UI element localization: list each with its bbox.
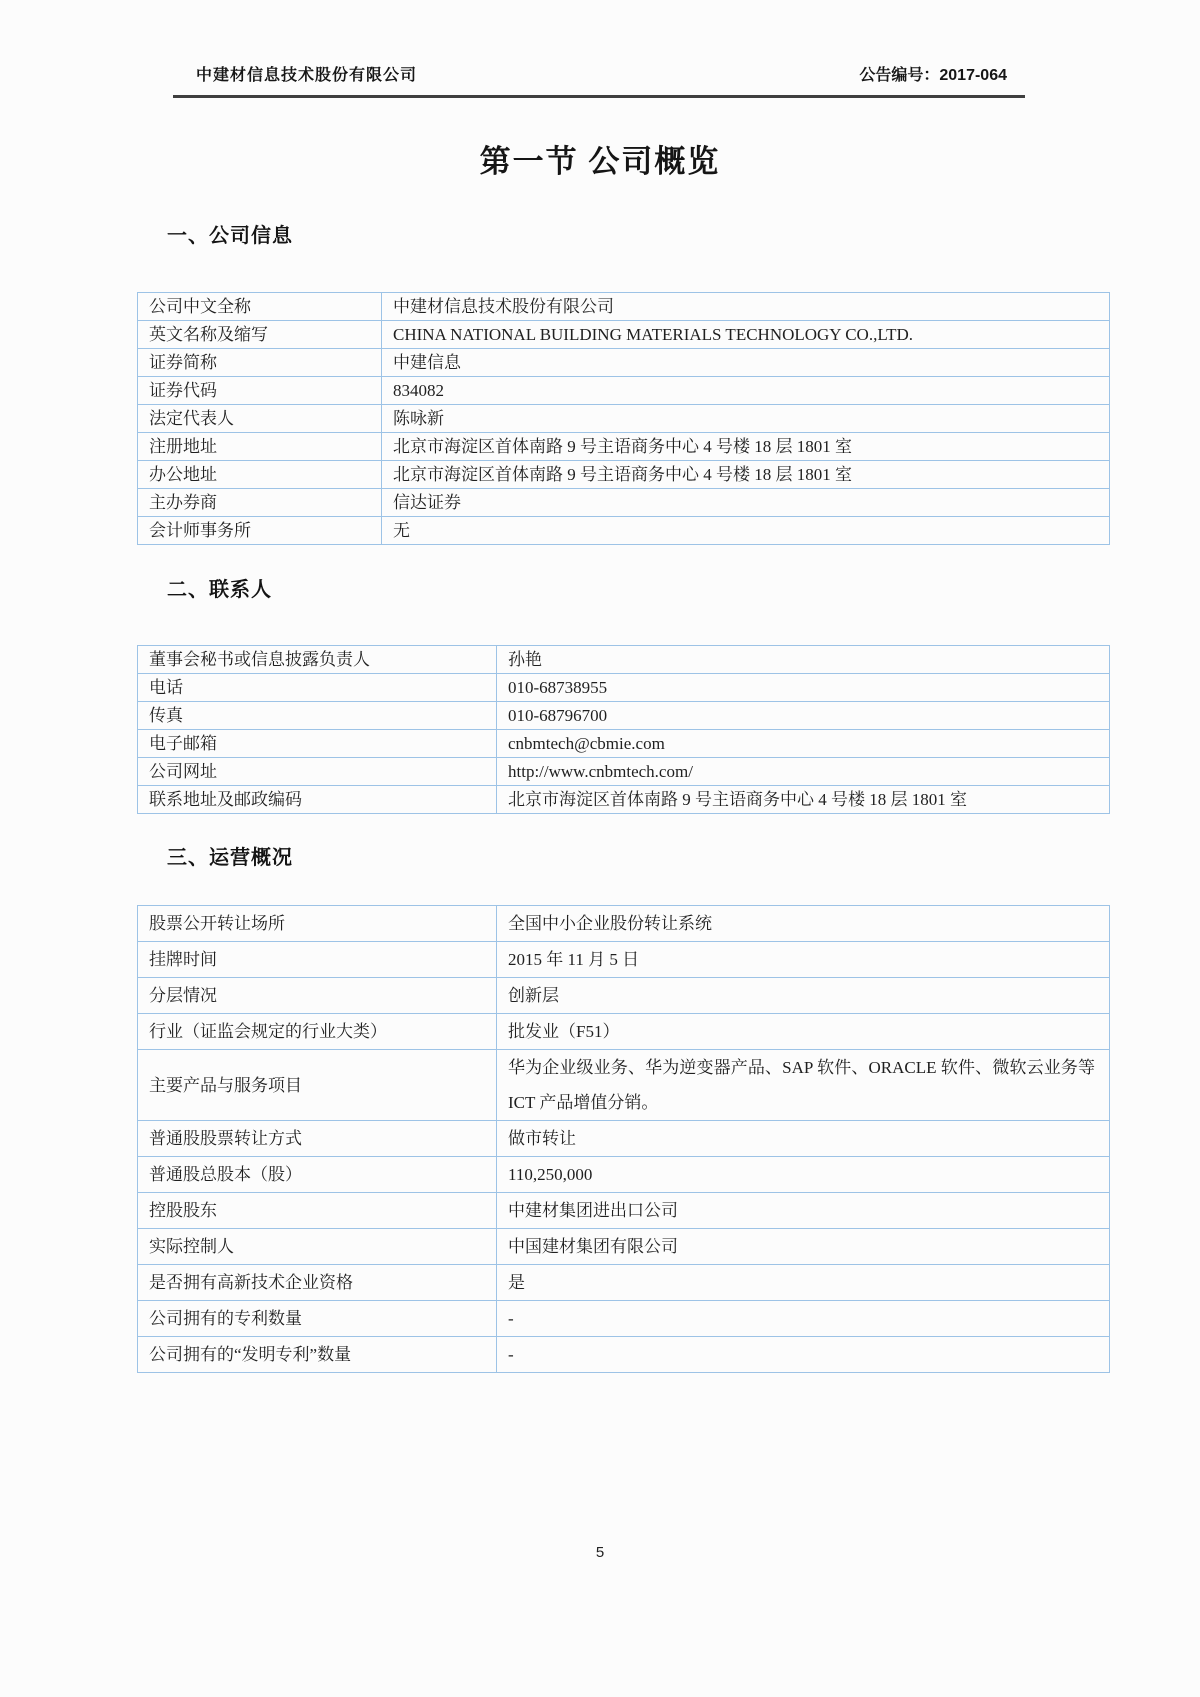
row-value: 中建信息	[382, 349, 1110, 377]
table-row	[138, 461, 1110, 489]
section-table-operations	[137, 905, 1110, 1373]
table-row	[138, 1193, 1110, 1229]
row-label: 公司拥有的专利数量	[138, 1301, 497, 1337]
row-label: 证券简称	[138, 349, 382, 377]
row-label: 普通股股票转让方式	[138, 1121, 497, 1157]
table-row	[138, 730, 1110, 758]
table-row	[138, 1121, 1110, 1157]
row-label: 公司拥有的“发明专利”数量	[138, 1337, 497, 1373]
row-value: 信达证券	[382, 489, 1110, 517]
table-row	[138, 702, 1110, 730]
row-label: 会计师事务所	[138, 517, 382, 545]
row-value: 010-68796700	[497, 702, 1110, 730]
header-announcement-number: 公告编号：2017-064	[859, 67, 1007, 84]
row-value: 中建材信息技术股份有限公司	[382, 293, 1110, 321]
section-heading-operations: 三、运营概况	[167, 847, 293, 869]
row-value: 110,250,000	[497, 1157, 1110, 1193]
row-value: 全国中小企业股份转让系统	[497, 906, 1110, 942]
row-label: 实际控制人	[138, 1229, 497, 1265]
row-value: 做市转让	[497, 1121, 1110, 1157]
section-heading-company-info: 一、公司信息	[167, 225, 293, 247]
row-label: 主办券商	[138, 489, 382, 517]
row-label: 证券代码	[138, 377, 382, 405]
row-value: cnbmtech@cbmie.com	[497, 730, 1110, 758]
table-row	[138, 1301, 1110, 1337]
row-value: -	[497, 1337, 1110, 1373]
table-row	[138, 786, 1110, 814]
row-value: 中国建材集团有限公司	[497, 1229, 1110, 1265]
row-label: 股票公开转让场所	[138, 906, 497, 942]
table-row	[138, 1265, 1110, 1301]
section-table-company-info	[137, 292, 1110, 545]
header-divider	[173, 95, 1025, 98]
table-row	[138, 1229, 1110, 1265]
row-label: 是否拥有高新技术企业资格	[138, 1265, 497, 1301]
row-label: 挂牌时间	[138, 942, 497, 978]
row-label: 董事会秘书或信息披露负责人	[138, 646, 497, 674]
row-label: 主要产品与服务项目	[138, 1050, 497, 1121]
row-value: 孙艳	[497, 646, 1110, 674]
table-row	[138, 349, 1110, 377]
row-value: 创新层	[497, 978, 1110, 1014]
row-value: 无	[382, 517, 1110, 545]
table-row	[138, 1337, 1110, 1373]
row-value: 是	[497, 1265, 1110, 1301]
row-label: 公司中文全称	[138, 293, 382, 321]
row-value: 批发业（F51）	[497, 1014, 1110, 1050]
row-value: 陈咏新	[382, 405, 1110, 433]
row-value: 中建材集团进出口公司	[497, 1193, 1110, 1229]
table-row	[138, 1050, 1110, 1121]
table-row	[138, 517, 1110, 545]
row-value: 北京市海淀区首体南路 9 号主语商务中心 4 号楼 18 层 1801 室	[497, 786, 1110, 814]
row-label: 英文名称及缩写	[138, 321, 382, 349]
table-row	[138, 377, 1110, 405]
section-heading-contacts: 二、联系人	[167, 579, 272, 601]
row-label: 注册地址	[138, 433, 382, 461]
table-row	[138, 906, 1110, 942]
table-row	[138, 489, 1110, 517]
row-value: 北京市海淀区首体南路 9 号主语商务中心 4 号楼 18 层 1801 室	[382, 433, 1110, 461]
row-label: 电子邮箱	[138, 730, 497, 758]
table-row	[138, 405, 1110, 433]
row-label: 联系地址及邮政编码	[138, 786, 497, 814]
table-row	[138, 674, 1110, 702]
row-value: -	[497, 1301, 1110, 1337]
row-value: 2015 年 11 月 5 日	[497, 942, 1110, 978]
row-value: 华为企业级业务、华为逆变器产品、SAP 软件、ORACLE 软件、微软云业务等 ICT 产品增值分销。	[497, 1050, 1110, 1121]
row-label: 行业（证监会规定的行业大类）	[138, 1014, 497, 1050]
table-row	[138, 433, 1110, 461]
row-value: CHINA NATIONAL BUILDING MATERIALS TECHNOLOGY CO.,LTD.	[382, 321, 1110, 349]
row-label: 普通股总股本（股）	[138, 1157, 497, 1193]
table-row	[138, 942, 1110, 978]
row-label: 电话	[138, 674, 497, 702]
row-label: 控股股东	[138, 1193, 497, 1229]
row-label: 办公地址	[138, 461, 382, 489]
table-row	[138, 646, 1110, 674]
row-value: 北京市海淀区首体南路 9 号主语商务中心 4 号楼 18 层 1801 室	[382, 461, 1110, 489]
table-row	[138, 758, 1110, 786]
row-label: 公司网址	[138, 758, 497, 786]
page-number: 5	[595, 1544, 605, 1561]
row-label: 传真	[138, 702, 497, 730]
table-row	[138, 1014, 1110, 1050]
table-row	[138, 1157, 1110, 1193]
row-value: 834082	[382, 377, 1110, 405]
row-label: 法定代表人	[138, 405, 382, 433]
table-row	[138, 978, 1110, 1014]
table-row	[138, 321, 1110, 349]
row-label: 分层情况	[138, 978, 497, 1014]
row-value: 010-68738955	[497, 674, 1110, 702]
table-row	[138, 293, 1110, 321]
row-value: http://www.cnbmtech.com/	[497, 758, 1110, 786]
header-company-name: 中建材信息技术股份有限公司	[196, 67, 418, 84]
section-table-contacts	[137, 645, 1110, 814]
document-title: 第一节 公司概览	[479, 144, 721, 179]
